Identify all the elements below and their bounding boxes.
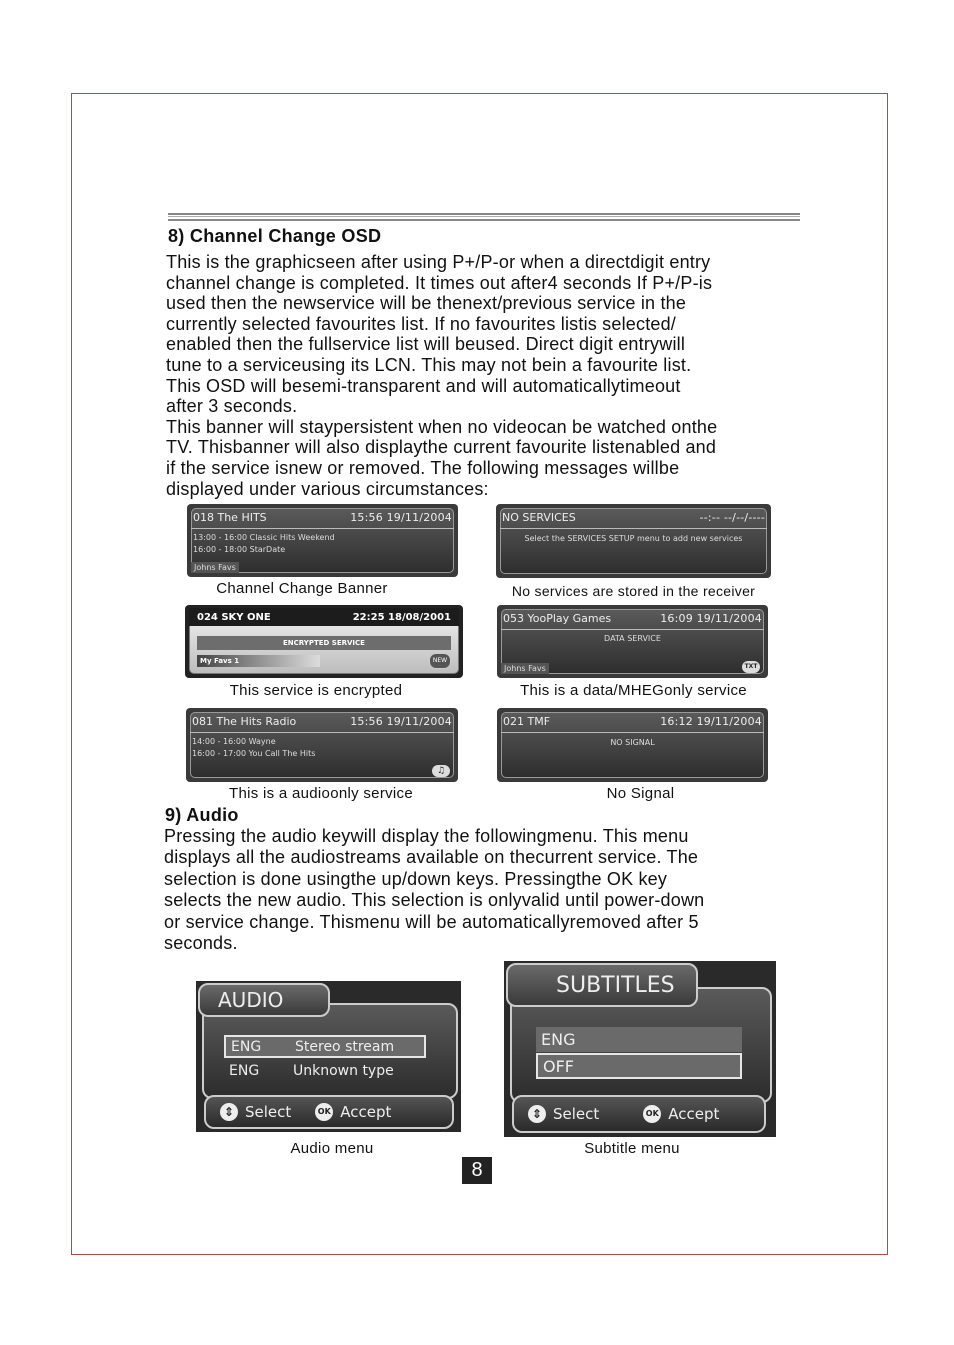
- caption-no-signal: No Signal: [606, 785, 675, 802]
- programme-list: [193, 532, 452, 556]
- text-line: displayed under various circumstances:: [166, 478, 489, 499]
- banner-time: 22:25 18/08/2001: [352, 611, 451, 623]
- text-line: channel change is completed. It times out after4 seconds If P+/P-is: [166, 272, 713, 293]
- favourites-label: My Favs 1: [197, 655, 320, 667]
- accept-hint: [643, 1105, 719, 1123]
- text-line: This is the graphicseen after using P+/P-or when a directdigit entry: [166, 252, 711, 272]
- ok-icon: OK: [315, 1103, 333, 1121]
- caption-no-services: No services are stored in the receiver: [511, 583, 756, 599]
- banner-divider: [501, 629, 764, 630]
- programme-line: 14:00 - 16:00 Wayne: [192, 737, 276, 746]
- banner-header: [193, 508, 452, 526]
- channel-name: 053 YooPlay Games: [503, 611, 612, 625]
- text-line: enabled then the fullservice list will beused. Direct digit entrywill: [166, 334, 686, 355]
- select-hint: [528, 1105, 599, 1123]
- section-heading-audio: 9) Audio: [165, 805, 239, 825]
- channel-name: 024 SKY ONE: [197, 611, 271, 623]
- audio-lang: ENG: [231, 1038, 262, 1055]
- accept-label: Accept: [668, 1105, 720, 1123]
- caption-encrypted: This service is encrypted: [229, 682, 403, 699]
- audio-description: [164, 826, 704, 954]
- channel-name: 081 The Hits Radio: [192, 714, 297, 728]
- audio-row: [224, 1059, 426, 1082]
- banner-message: Select the SERVICES SETUP menu to add new services: [524, 534, 743, 543]
- banner-time: 15:56 19/11/2004: [350, 714, 452, 728]
- banner-header: [189, 608, 459, 626]
- banner-header: [503, 712, 762, 730]
- banner-header: [192, 712, 452, 730]
- programme-line: 16:00 - 18:00 StarDate: [193, 545, 286, 554]
- audio-menu-footer: [204, 1095, 454, 1129]
- channel-name: 021 TMF: [503, 714, 551, 728]
- audio-desc: Stereo stream: [295, 1038, 395, 1055]
- banner-time: --:-- --/--/----: [699, 510, 765, 524]
- banner-message: NO SIGNAL: [610, 738, 655, 747]
- programme-line: 13:00 - 16:00 Classic Hits Weekend: [193, 533, 335, 542]
- banner-message: ENCRYPTED SERVICE: [197, 636, 451, 650]
- select-label: Select: [553, 1105, 600, 1123]
- audio-row-selected: [224, 1035, 426, 1058]
- banner-time: 15:56 19/11/2004: [350, 510, 452, 524]
- caption-data-service: This is a data/MHEGonly service: [520, 682, 747, 699]
- banner-divider: [190, 732, 454, 733]
- text-line: selection is done usingthe up/down keys. Pressingthe OK key: [164, 868, 668, 889]
- no-signal-banner-image: [497, 708, 768, 782]
- text-line: displays all the audiostreams available on thecurrent service. The: [164, 847, 699, 868]
- encrypted-banner-image: [185, 605, 463, 678]
- data-service-banner-image: [497, 605, 768, 678]
- subtitle-menu-title: SUBTITLES: [506, 963, 698, 1007]
- page-number: 8: [462, 1157, 492, 1184]
- section-divider: [168, 213, 800, 221]
- caption-subtitle-menu: Subtitle menu: [584, 1140, 680, 1157]
- audio-menu-image: [196, 981, 461, 1132]
- favourites-label: Johns Favs: [191, 562, 239, 573]
- programme-list: [192, 736, 452, 760]
- programme-line: 16:00 - 17:00 You Call The Hits: [192, 749, 316, 758]
- subtitle-row: ENG: [536, 1027, 742, 1052]
- music-note-icon: ♫: [432, 765, 450, 777]
- audio-only-banner-image: [186, 708, 458, 782]
- text-line: This banner will staypersistent when no videocan be watched onthe: [166, 416, 718, 437]
- channel-change-description: [166, 252, 717, 499]
- subtitle-menu-image: [504, 961, 776, 1137]
- banner-divider: [191, 528, 454, 529]
- caption-audio-only: This is a audioonly service: [228, 785, 413, 802]
- banner-header: [502, 508, 765, 526]
- audio-desc: Unknown type: [293, 1062, 394, 1079]
- caption-channel-change: Channel Change Banner: [216, 580, 388, 597]
- banner-divider: [500, 528, 767, 529]
- text-line: This OSD will besemi-transparent and will automaticallytimeout: [166, 375, 681, 396]
- ok-icon: OK: [643, 1105, 661, 1123]
- text-line: seconds.: [164, 933, 238, 954]
- audio-menu-title: AUDIO: [198, 983, 330, 1017]
- banner-message: DATA SERVICE: [604, 634, 661, 643]
- text-line: selects the new audio. This selection is onlyvalid until power-down: [164, 890, 705, 911]
- select-label: Select: [245, 1103, 292, 1121]
- up-down-arrows-icon: ⇕: [528, 1105, 546, 1123]
- text-line: after 3 seconds.: [166, 396, 298, 417]
- text-line: tune to a serviceusing its LCN. This may not bein a favourite list.: [166, 354, 692, 375]
- favourites-label: Johns Favs: [501, 663, 549, 674]
- accept-label: Accept: [340, 1103, 392, 1121]
- channel-name: 018 The HITS: [193, 510, 267, 524]
- subtitle-menu-footer: [512, 1095, 766, 1133]
- banner-header: [503, 609, 762, 627]
- banner-time: 16:12 19/11/2004: [660, 714, 762, 728]
- text-line: used then the newservice will be thenext/previous service in the: [166, 293, 687, 314]
- up-down-arrows-icon: ⇕: [220, 1103, 238, 1121]
- banner-time: 16:09 19/11/2004: [660, 611, 762, 625]
- text-line: or service change. Thismenu will be automaticallyremoved after 5: [164, 911, 699, 932]
- teletext-icon: TXT: [742, 661, 760, 673]
- new-badge-icon: NEW: [429, 653, 451, 669]
- no-services-banner-image: [496, 504, 771, 578]
- text-line: TV. Thisbanner will also displaythe current favourite listenabled and: [166, 437, 717, 458]
- text-line: currently selected favourites list. If no favourites listis selected/: [166, 313, 677, 334]
- banner-divider: [501, 732, 764, 733]
- channel-change-banner-image: [187, 504, 458, 577]
- text-line: Pressing the audio keywill display the followingmenu. This menu: [164, 826, 689, 846]
- subtitle-row-selected: OFF: [536, 1053, 742, 1079]
- caption-audio-menu: Audio menu: [290, 1140, 374, 1157]
- channel-name: NO SERVICES: [502, 510, 576, 524]
- section-heading-channel-change: 8) Channel Change OSD: [168, 226, 382, 246]
- accept-hint: [315, 1103, 391, 1121]
- audio-lang: ENG: [229, 1062, 260, 1079]
- text-line: if the service isnew or removed. The following messages willbe: [166, 457, 680, 478]
- select-hint: [220, 1103, 291, 1121]
